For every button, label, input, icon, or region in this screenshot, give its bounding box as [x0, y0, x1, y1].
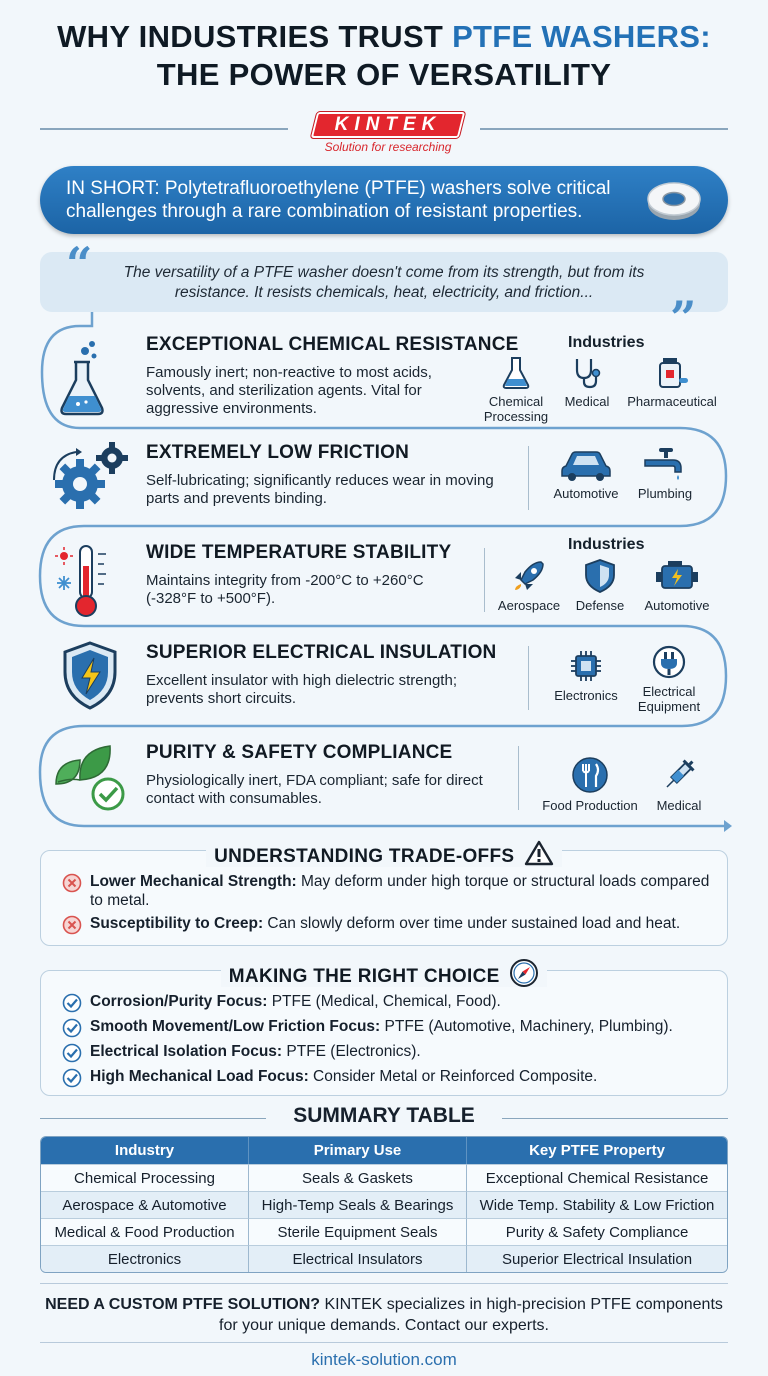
property-electrical-insulation	[40, 638, 728, 724]
industry-medical: Medical	[648, 756, 710, 813]
choice-item: High Mechanical Load Focus: Consider Metal or Reinforced Composite.	[62, 1067, 722, 1086]
compass-icon	[509, 958, 539, 988]
property-title: EXCEPTIONAL CHEMICAL RESISTANCE	[146, 334, 519, 355]
industry-aerospace: Aerospace	[492, 558, 566, 613]
thermometer-icon	[54, 542, 114, 618]
chip-icon	[569, 648, 603, 684]
title-highlight: PTFE WASHERS:	[452, 19, 711, 54]
industry-defense: Defense	[568, 558, 632, 613]
choice-title: MAKING THE RIGHT CHOICE	[0, 958, 768, 988]
column-header: Primary Use	[249, 1137, 467, 1164]
industry-automotive: Automotive	[638, 558, 716, 613]
rocket-icon	[511, 558, 547, 594]
table-header-row	[41, 1137, 727, 1164]
table-cell: Chemical Processing	[41, 1164, 249, 1191]
industries-label: Industries	[568, 334, 645, 351]
tradeoff-item: Lower Mechanical Strength: May deform under high torque or structural loads compared to metal.	[62, 872, 722, 910]
x-circle-icon	[62, 873, 82, 893]
faucet-icon	[643, 446, 687, 482]
table-cell: Aerospace & Automotive	[41, 1191, 249, 1218]
industry-automotive: Automotive	[548, 446, 624, 501]
pill-bottle-icon	[655, 356, 689, 390]
table-cell: High-Temp Seals & Bearings	[249, 1191, 467, 1218]
divider	[40, 128, 288, 130]
beaker-icon	[500, 356, 532, 390]
industry-medical: Medical	[558, 356, 616, 409]
choice-item: Electrical Isolation Focus: PTFE (Electronics).	[62, 1042, 722, 1061]
tradeoff-item: Susceptibility to Creep: Can slowly deform over time under sustained load and heat.	[62, 914, 722, 933]
cta-text: NEED A CUSTOM PTFE SOLUTION? KINTEK specializes in high-precision PTFE components for your unique demands. Contact our experts.	[45, 1296, 723, 1334]
table-cell: Wide Temp. Stability & Low Friction	[467, 1191, 727, 1218]
check-circle-icon	[62, 1068, 82, 1088]
check-circle-icon	[62, 1043, 82, 1063]
table-row	[41, 1191, 727, 1218]
table-cell: Purity & Safety Compliance	[467, 1218, 727, 1245]
table-cell: Sterile Equipment Seals	[249, 1218, 467, 1245]
leaf-check-icon	[50, 744, 130, 814]
table-cell: Exceptional Chemical Resistance	[467, 1164, 727, 1191]
syringe-icon	[660, 756, 698, 794]
property-low-friction	[40, 438, 728, 524]
logo-text: KINTEK	[334, 114, 442, 135]
brand-row	[40, 108, 728, 156]
property-desc: Excellent insulator with high dielectric strength; prevents short circuits.	[146, 672, 457, 707]
tradeoffs-title: UNDERSTANDING TRADE-OFFS	[0, 840, 768, 868]
industry-chemical-processing: Chemical Processing	[480, 356, 552, 424]
property-temperature-stability	[40, 538, 728, 624]
divider	[40, 1342, 728, 1343]
column-header: Key PTFE Property	[467, 1137, 727, 1164]
table-cell: Electrical Insulators	[249, 1245, 467, 1272]
divider	[518, 746, 519, 810]
divider	[480, 128, 728, 130]
table-cell: Seals & Gaskets	[249, 1164, 467, 1191]
summary-title: SUMMARY TABLE	[293, 1104, 475, 1127]
choice-item: Corrosion/Purity Focus: PTFE (Medical, Chemical, Food).	[62, 992, 722, 1011]
industry-pharmaceutical: Pharmaceutical	[622, 356, 722, 409]
car-icon	[560, 446, 612, 482]
summary-table	[40, 1136, 728, 1273]
warning-icon	[524, 840, 554, 866]
divider	[528, 446, 529, 510]
industry-electronics: Electronics	[544, 648, 628, 703]
x-circle-icon	[62, 915, 82, 935]
property-title: SUPERIOR ELECTRICAL INSULATION	[146, 642, 497, 663]
stethoscope-icon	[570, 356, 604, 390]
check-circle-icon	[62, 1018, 82, 1038]
industry-electrical-equipment: Electrical Equipment	[634, 644, 704, 714]
fork-knife-icon	[570, 756, 610, 794]
column-header: Industry	[41, 1137, 249, 1164]
property-desc: Famously inert; non-reactive to most acids, solvents, and sterilization agents. Vital for aggressive environments.	[146, 364, 432, 417]
table-cell: Superior Electrical Insulation	[467, 1245, 727, 1272]
open-quote-icon: “	[66, 237, 93, 291]
divider	[484, 548, 485, 612]
tagline: Solution for researching	[324, 140, 452, 154]
table-row	[41, 1164, 727, 1191]
property-desc: Maintains integrity from -200°C to +260°C (-328°F to +500°F).	[146, 572, 424, 607]
property-desc: Self-lubricating; significantly reduces wear in moving parts and prevents binding.	[146, 472, 494, 507]
divider	[40, 1283, 728, 1284]
flask-icon	[52, 336, 112, 416]
table-cell: Medical & Food Production	[41, 1218, 249, 1245]
lightning-shield-icon	[60, 640, 120, 712]
page-title: WHY INDUSTRIES TRUST PTFE WASHERS: THE POWER OF VERSATILITY	[0, 18, 768, 94]
in-short-banner	[40, 166, 728, 234]
engine-icon	[654, 558, 700, 594]
quote-text: The versatility of a PTFE washer doesn't come from its strength, but from its resistance. It resists chemicals, heat, electricity, and friction...	[123, 264, 645, 301]
property-title: EXTREMELY LOW FRICTION	[146, 442, 410, 463]
quote-box	[40, 252, 728, 312]
table-row	[41, 1245, 727, 1272]
property-title: PURITY & SAFETY COMPLIANCE	[146, 742, 453, 763]
property-title: WIDE TEMPERATURE STABILITY	[146, 542, 452, 563]
industries-label: Industries	[568, 536, 645, 553]
choice-item: Smooth Movement/Low Friction Focus: PTFE (Automotive, Machinery, Plumbing).	[62, 1017, 722, 1036]
gears-icon	[50, 440, 130, 514]
industry-food-production: Food Production	[536, 756, 644, 813]
check-circle-icon	[62, 993, 82, 1013]
website-link[interactable]: kintek-solution.com	[311, 1350, 457, 1369]
divider	[528, 646, 529, 710]
property-desc: Physiologically inert, FDA compliant; safe for direct contact with consumables.	[146, 772, 483, 807]
washer-icon	[646, 174, 702, 226]
property-purity-safety	[40, 738, 728, 824]
plug-icon	[651, 644, 687, 680]
title-line2: THE POWER OF VERSATILITY	[156, 57, 612, 92]
industry-plumbing: Plumbing	[628, 446, 702, 501]
close-quote-icon: ”	[670, 291, 697, 345]
table-row	[41, 1218, 727, 1245]
table-cell: Electronics	[41, 1245, 249, 1272]
property-chemical-resistance	[40, 330, 728, 426]
in-short-text: IN SHORT: Polytetrafluoroethylene (PTFE) washers solve critical challenges through a rare combination of resistant properties.	[66, 178, 611, 222]
shield-icon	[583, 558, 617, 594]
